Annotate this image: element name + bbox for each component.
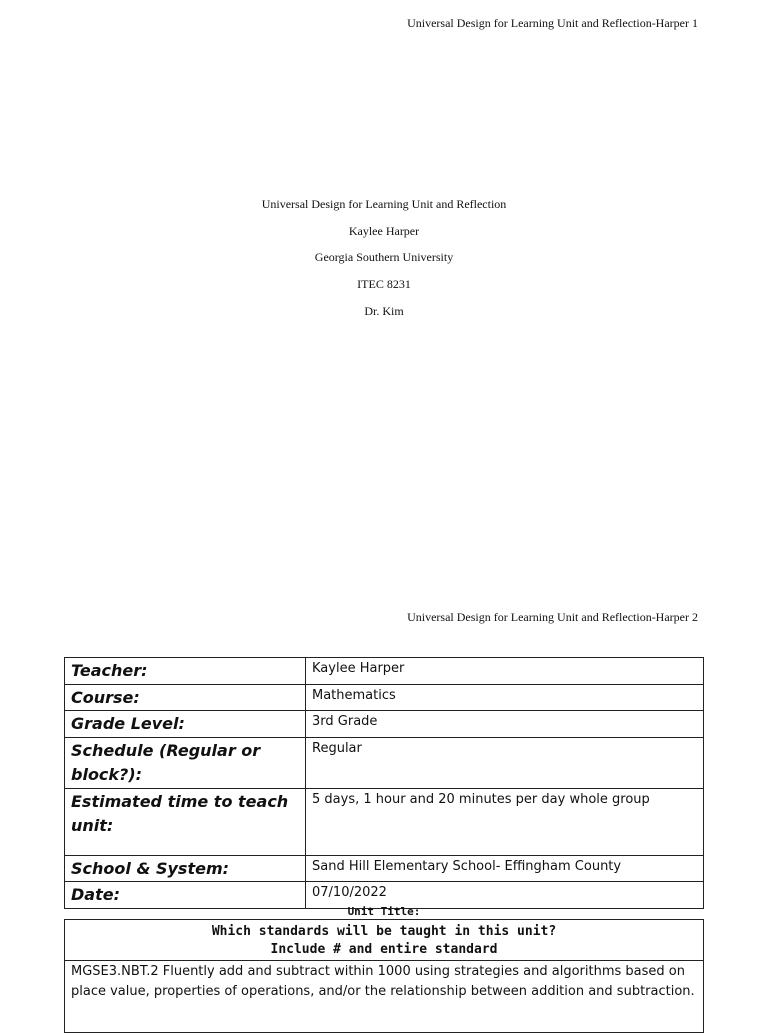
standards-heading-line2: Include # and entire standard	[270, 942, 498, 957]
grade-level-label: Grade Level:	[65, 711, 306, 738]
table-row	[65, 658, 704, 685]
paper-title: Universal Design for Learning Unit and Reflection	[261, 197, 507, 211]
table-row	[65, 788, 704, 855]
standards-text: MGSE3.NBT.2 Fluently add and subtract within 1000 using strategies and algorithms based on place value, properties of operations, and/or the relationship between addition and subtraction.	[65, 961, 704, 1033]
table-row	[65, 961, 704, 1033]
estimated-time-label: Estimated time to teach unit:	[65, 788, 306, 855]
author-name: Kaylee Harper	[348, 223, 420, 238]
date-label: Date:	[65, 882, 306, 909]
institution-name: Georgia Southern University	[314, 250, 454, 265]
table-row	[65, 737, 704, 788]
schedule-value: Regular	[306, 737, 704, 788]
running-head: Universal Design for Learning Unit and Reflection-Harper 2	[407, 610, 698, 624]
instructor-name: Dr. Kim	[364, 303, 404, 318]
standards-heading-line1: Which standards will be taught in this unit?	[211, 924, 557, 939]
course-value: Mathematics	[306, 684, 704, 711]
school-system-value: Sand Hill Elementary School- Effingham County	[306, 855, 704, 882]
schedule-label: Schedule (Regular or block?):	[65, 737, 306, 788]
teacher-label: Teacher:	[65, 658, 306, 685]
table-row	[65, 855, 704, 882]
estimated-time-value: 5 days, 1 hour and 20 minutes per day whole group	[306, 788, 704, 855]
course-code: ITEC 8231	[357, 277, 411, 292]
course-label: Course:	[65, 684, 306, 711]
title-block	[0, 196, 768, 329]
teacher-value: Kaylee Harper	[306, 658, 704, 685]
table-row	[65, 684, 704, 711]
grade-level-value: 3rd Grade	[306, 711, 704, 738]
running-head: Universal Design for Learning Unit and Reflection-Harper 1	[407, 16, 698, 30]
unit-info-table	[64, 657, 704, 909]
standards-table	[64, 919, 704, 1033]
unit-title-label: Unit Title:	[347, 905, 421, 918]
school-system-label: School & System:	[65, 855, 306, 882]
unit-plan-page	[0, 600, 768, 1024]
table-row	[65, 920, 704, 961]
standards-heading	[65, 920, 704, 961]
date-value: 07/10/2022	[306, 882, 704, 909]
table-row	[65, 711, 704, 738]
